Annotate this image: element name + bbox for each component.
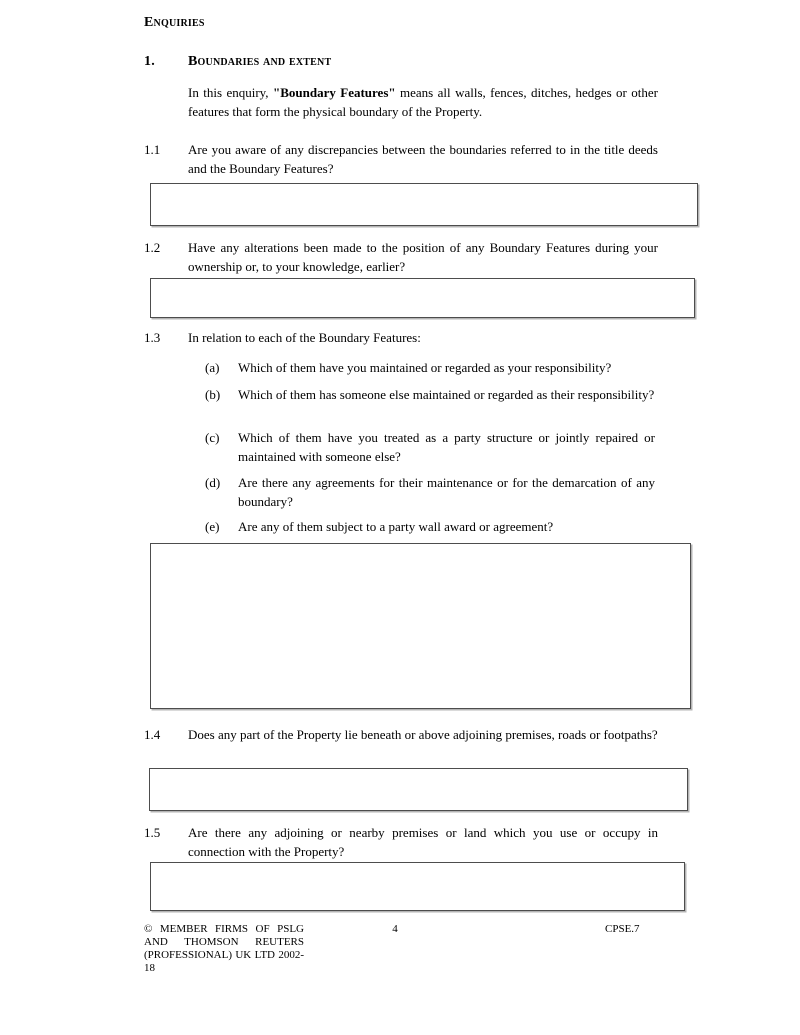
question-text-1-5: Are there any adjoining or nearby premises or land which you use or occupy in connection with the Property?	[188, 825, 658, 859]
subitem-text-c: Which of them have you treated as a party structure or jointly repaired or maintained with someone else?	[238, 430, 655, 464]
question-number-1-3: 1.3	[144, 330, 161, 345]
intro-paragraph	[188, 84, 658, 121]
question-text-1-2: Have any alterations been made to the position of any Boundary Features during your ownership or, to your knowledge, earlier?	[188, 240, 658, 274]
subitem-text-b: Which of them has someone else maintained or regarded as their responsibility?	[238, 387, 655, 402]
intro-text-post: means all walls, fences, ditches, hedges or other features that form the physical boundary of the Property.	[188, 85, 658, 119]
subitem-label-e: (e)	[205, 519, 220, 534]
intro-text-pre: In this enquiry,	[188, 85, 273, 100]
question-text-1-1: Are you aware of any discrepancies between the boundaries referred to in the title deeds and the Boundary Features?	[188, 142, 658, 176]
answer-box-1-2[interactable]	[150, 278, 695, 318]
subitem-label-a: (a)	[205, 360, 220, 375]
question-number-1-2: 1.2	[144, 240, 161, 255]
question-text-1-3: In relation to each of the Boundary Features:	[188, 330, 421, 345]
subitem-text-a: Which of them have you maintained or regarded as your responsibility?	[238, 360, 612, 375]
question-text-1-4: Does any part of the Property lie beneath or above adjoining premises, roads or footpaths?	[188, 727, 658, 742]
subitem-text-d: Are there any agreements for their maintenance or for the demarcation of any boundary?	[238, 475, 655, 509]
intro-text-bold: "Boundary Features"	[272, 85, 396, 100]
footer-page-number: 4	[392, 923, 398, 935]
answer-box-1-4[interactable]	[149, 768, 688, 811]
section-number: 1.	[144, 54, 155, 69]
subitem-label-d: (d)	[205, 475, 221, 490]
answer-box-1-3[interactable]	[150, 543, 691, 709]
question-number-1-4: 1.4	[144, 727, 161, 742]
question-number-1-5: 1.5	[144, 825, 161, 840]
enquiries-heading: Enquiries	[144, 15, 205, 30]
section-title: Boundaries and extent	[188, 54, 332, 69]
footer-copyright: © MEMBER FIRMS OF PSLG AND THOMSON REUTERS (PROFESSIONAL) UK LTD 2002-18	[144, 923, 304, 974]
answer-box-1-5[interactable]	[150, 862, 685, 911]
subitem-label-b: (b)	[205, 387, 221, 402]
answer-box-1-1[interactable]	[150, 183, 698, 226]
footer-doc-ref: CPSE.7	[605, 923, 640, 935]
subitem-label-c: (c)	[205, 430, 220, 445]
subitem-text-e: Are any of them subject to a party wall award or agreement?	[238, 519, 554, 534]
question-number-1-1: 1.1	[144, 142, 161, 157]
